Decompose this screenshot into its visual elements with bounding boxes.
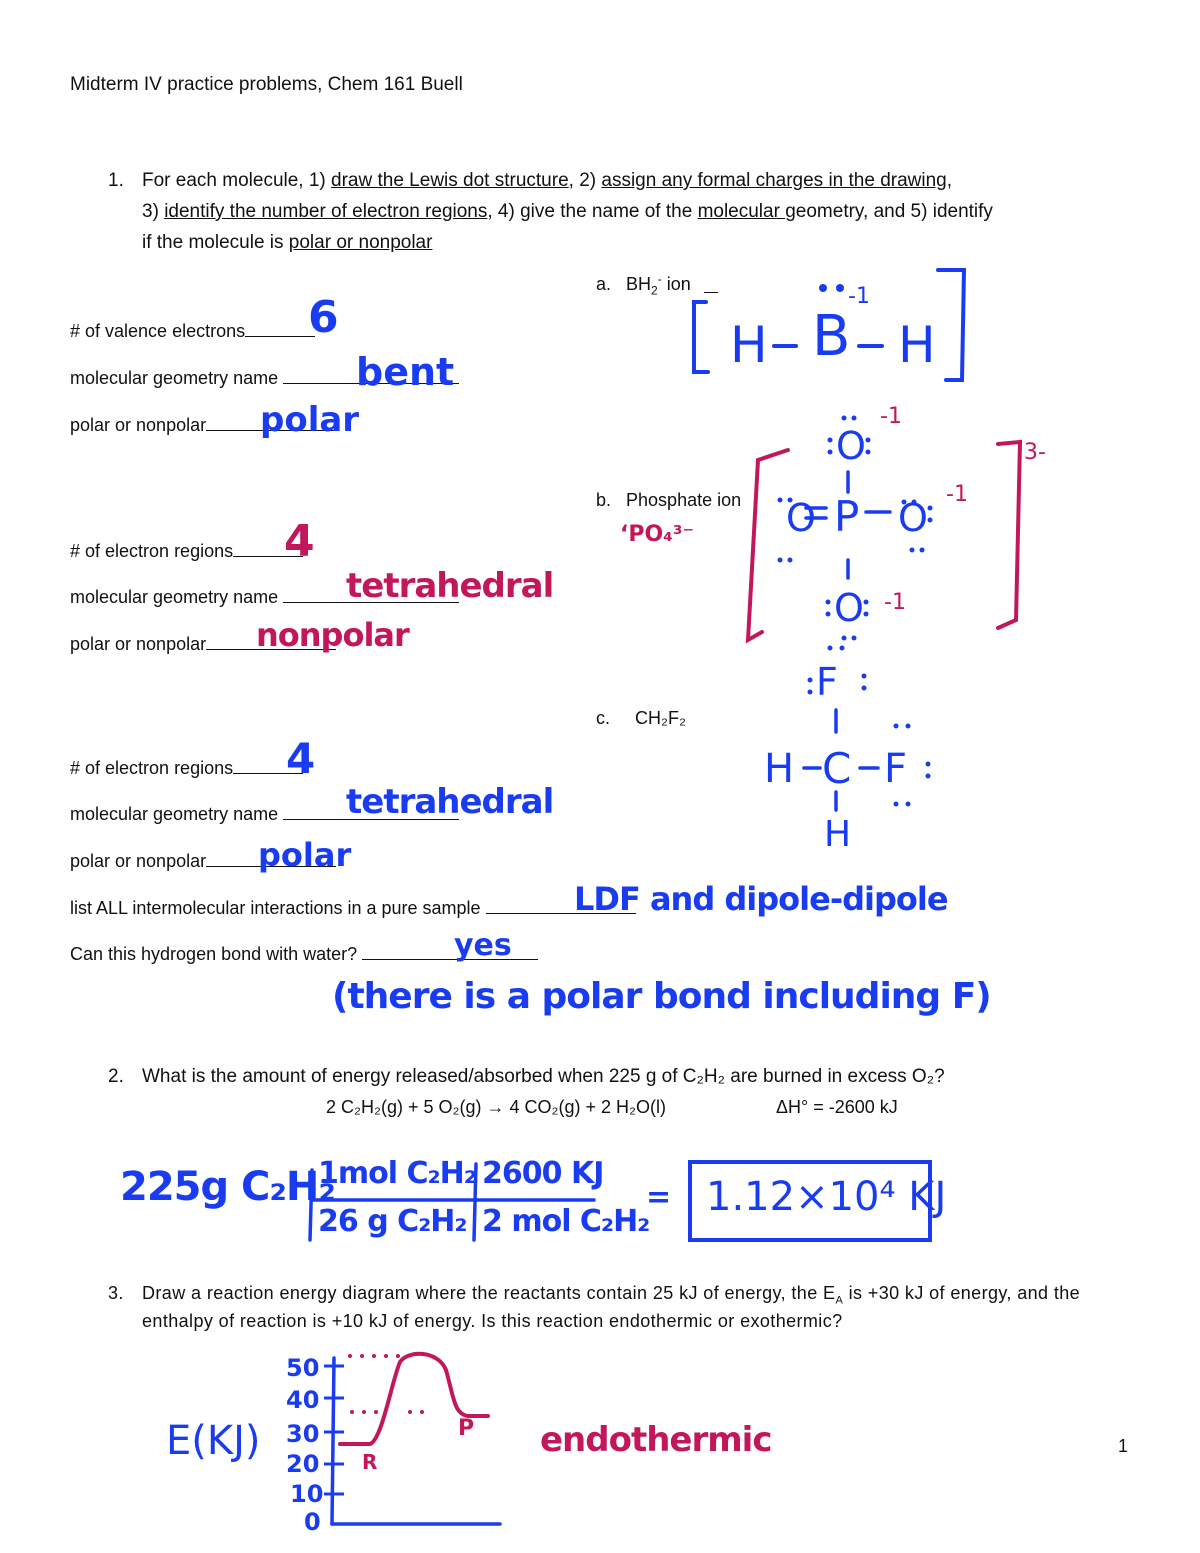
- tick-label: 10: [290, 1480, 324, 1508]
- q3-text: Draw a reaction energy diagram where the reactants contain 25 kJ of energy, the E: [142, 1283, 836, 1303]
- formal-charge: -1: [880, 404, 902, 429]
- q1-step-3: identify the number of electron regions: [164, 201, 488, 222]
- part-a-superscript: -: [657, 272, 662, 286]
- product-label: P: [458, 1416, 475, 1441]
- geometry-answer-c: tetrahedral: [346, 782, 554, 822]
- polar-answer-b: nonpolar: [256, 616, 409, 654]
- y-axis: [332, 1358, 334, 1524]
- tick-label: 0: [304, 1508, 321, 1536]
- lewis-atom-h: H: [898, 316, 936, 374]
- part-a-label: a.: [596, 274, 612, 294]
- q2-question: What is the amount of energy released/absorbed when 225 g of C₂H₂ are burned in excess O₂?: [142, 1066, 945, 1087]
- q2-equation: 2 C₂H₂(g) + 5 O₂(g) → 4 CO₂(g) + 2 H₂O(l): [326, 1097, 666, 1117]
- hbond-blank: [362, 941, 538, 960]
- lewis-atom-p: P: [834, 492, 860, 541]
- hbond-answer: yes: [454, 928, 512, 963]
- valence-row: [70, 318, 315, 342]
- hbond-note: (there is a polar bond including F): [332, 976, 991, 1017]
- geometry-label: molecular geometry name: [70, 587, 284, 607]
- left-bracket-icon: [748, 450, 788, 640]
- lewis-atom-o: O: [786, 496, 816, 540]
- regions-answer-b: 4: [284, 516, 315, 567]
- q1-step-2: assign any formal charges in the drawing: [601, 170, 947, 191]
- regions-row-c: [70, 755, 303, 779]
- tick-label: 40: [286, 1386, 320, 1414]
- q3-line-2: enthalpy of reaction is +10 kJ of energy. Is this reaction endothermic or exothermic?: [142, 1311, 843, 1331]
- q3-number: 3.: [108, 1283, 124, 1303]
- q1-text: For each molecule, 1): [142, 170, 332, 191]
- overall-charge: 3-: [1024, 440, 1046, 465]
- right-bracket-icon: [938, 270, 964, 380]
- part-b-label: b.: [596, 490, 612, 510]
- q1-step-5: polar or nonpolar: [288, 232, 433, 253]
- part-a-formula: BH: [626, 274, 652, 294]
- lone-pair-dot: [836, 284, 844, 292]
- q1-text: ,: [946, 170, 953, 191]
- polar-label: polar or nonpolar: [70, 415, 207, 435]
- page-title: Midterm IV practice problems, Chem 161 Buell: [70, 74, 463, 95]
- part-c-formula: CH₂F₂: [635, 708, 686, 728]
- regions-row-b: [70, 538, 303, 562]
- reactant-label: R: [362, 1450, 378, 1474]
- left-bracket-icon: [694, 302, 708, 372]
- part-a-heading: [596, 272, 691, 298]
- part-c-label: c.: [596, 708, 611, 728]
- lewis-atom-f: F: [816, 660, 838, 704]
- lone-pair-dot: [819, 284, 827, 292]
- lewis-atom-h: H: [764, 746, 795, 792]
- lewis-atom-o: O: [836, 424, 866, 468]
- part-b-note: ‘PO₄³⁻: [620, 522, 695, 547]
- q1-text: , 4) give the name of the: [487, 201, 698, 222]
- q1-text: , 2): [568, 170, 602, 191]
- part-a-suffix: ion: [661, 274, 691, 294]
- work-start: 225g C₂H₂: [120, 1164, 335, 1210]
- regions-label: # of electron regions: [70, 541, 234, 561]
- q1-text: if the molecule is: [142, 232, 289, 253]
- formal-charge: -1: [946, 482, 968, 507]
- polar-label: polar or nonpolar: [70, 851, 207, 871]
- work-answer: 1.12×10⁴ KJ: [706, 1174, 947, 1220]
- formal-charge: -1: [848, 284, 870, 309]
- part-c-heading: [596, 708, 686, 729]
- part-a-subscript: 2: [651, 283, 658, 298]
- imf-label: list ALL intermolecular interactions in a pure sample: [70, 898, 486, 918]
- lewis-atom-f: F: [884, 746, 908, 792]
- valence-blank: [245, 318, 315, 337]
- q1-step-1: draw the Lewis dot structure: [331, 170, 569, 191]
- q1-line-1: [142, 170, 952, 192]
- hbond-label: Can this hydrogen bond with water?: [70, 944, 363, 964]
- polar-label: polar or nonpolar: [70, 634, 207, 654]
- q3-answer: endothermic: [540, 1420, 772, 1460]
- q3-text: is +30 kJ of energy, and the: [843, 1283, 1081, 1303]
- work-equals: =: [646, 1180, 672, 1215]
- regions-label: # of electron regions: [70, 758, 234, 778]
- valence-label: # of valence electrons: [70, 321, 246, 341]
- imf-answer: LDF and dipole-dipole: [574, 880, 948, 918]
- geometry-answer-a: bent: [356, 350, 455, 394]
- q1-number: 1.: [108, 170, 124, 191]
- work-factor1-numerator: 1mol C₂H₂: [318, 1156, 476, 1191]
- work-factor2-denominator: 2 mol C₂H₂: [482, 1204, 650, 1239]
- q1-text: 3): [142, 201, 165, 222]
- valence-answer: 6: [308, 292, 339, 343]
- q1-line-2: [142, 201, 993, 223]
- q1-text: geometry, and 5) identify: [785, 201, 993, 222]
- diagram-y-label: E(KJ): [166, 1418, 261, 1464]
- q2-enthalpy: ΔH° = -2600 kJ: [776, 1097, 898, 1117]
- q2-number: 2.: [108, 1066, 124, 1087]
- tick-label: 50: [286, 1354, 320, 1382]
- lewis-atom-h: H: [730, 316, 768, 374]
- right-bracket-icon: [998, 442, 1020, 628]
- work-factor2-numerator: 2600 KJ: [482, 1156, 604, 1191]
- q1-step-4: molecular: [697, 201, 786, 222]
- polar-answer-c: polar: [258, 836, 352, 874]
- geometry-label: molecular geometry name: [70, 804, 284, 824]
- part-b-name: Phosphate ion: [626, 490, 742, 510]
- lewis-atom-c: C: [822, 744, 852, 793]
- part-b-heading: [596, 490, 741, 511]
- tick-label: 20: [286, 1450, 320, 1478]
- formal-charge: -1: [884, 590, 906, 615]
- geometry-label: molecular geometry name: [70, 368, 284, 388]
- q3-subscript: A: [835, 1294, 844, 1307]
- tick-label: 30: [286, 1420, 320, 1448]
- lewis-atom-o: O: [898, 496, 928, 540]
- regions-answer-c: 4: [286, 734, 316, 783]
- polar-answer-a: polar: [260, 400, 360, 440]
- imf-row: [70, 895, 636, 919]
- geometry-answer-b: tetrahedral: [346, 566, 554, 606]
- lewis-atom-b: B: [812, 304, 851, 369]
- lewis-atom-h: H: [824, 814, 852, 855]
- q1-line-3: [142, 232, 432, 254]
- page-number: 1: [1118, 1436, 1129, 1456]
- lewis-atom-o: O: [834, 586, 864, 630]
- q3-line-1: [142, 1283, 1080, 1307]
- work-factor1-denominator: 26 g C₂H₂: [318, 1204, 467, 1239]
